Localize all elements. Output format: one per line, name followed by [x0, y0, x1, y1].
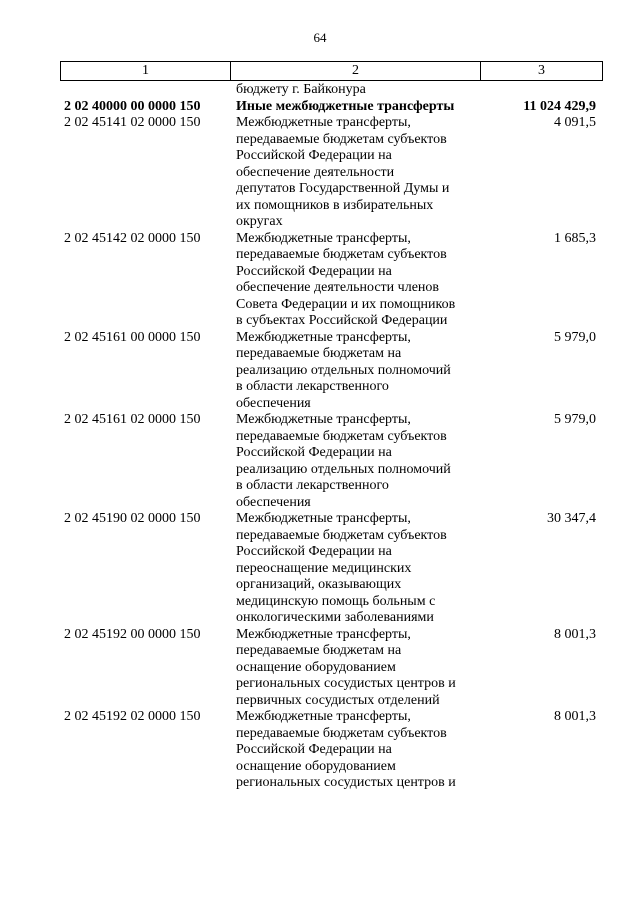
revenue-name-line: в области лекарственного [236, 478, 389, 493]
revenue-name-line: Иные межбюджетные трансферты [236, 98, 455, 114]
revenue-name-cell [236, 511, 476, 627]
revenue-name-line: онкологическими заболеваниями [236, 610, 434, 625]
budget-code-cell: 2 02 45192 00 0000 150 [64, 626, 201, 642]
table-row [60, 99, 603, 116]
revenue-name-line: Российской Федерации на [236, 445, 392, 460]
revenue-name-line: передаваемые бюджетам субъектов [236, 428, 447, 444]
table-row [60, 627, 603, 710]
amount-cell: 8 001,3 [554, 626, 596, 642]
header-col-3: 3 [538, 63, 545, 78]
table-row [60, 231, 603, 330]
revenue-name-line: передаваемые бюджетам субъектов [236, 527, 447, 543]
revenue-name-cell [236, 709, 476, 792]
revenue-name-line: Межбюджетные трансферты, [236, 115, 411, 130]
revenue-name-cell [236, 627, 476, 710]
amount-cell: 1 685,3 [554, 230, 596, 246]
amount-cell: 5 979,0 [554, 329, 596, 345]
revenue-name-line: оснащение оборудованием [236, 659, 396, 675]
revenue-name-line: Межбюджетные трансферты, [236, 709, 411, 724]
revenue-name-line: Межбюджетные трансферты, [236, 230, 411, 246]
revenue-name-line: обеспечение деятельности членов [236, 280, 440, 295]
revenue-name-line: передаваемые бюджетам на [236, 643, 402, 658]
budget-code-cell: 2 02 40000 00 0000 150 [64, 98, 201, 114]
revenue-name-line: в субъектах Российской Федерации [236, 313, 448, 328]
revenue-name-cell [236, 330, 476, 413]
revenue-name-line: региональных сосудистых центров и [236, 775, 456, 790]
budget-code-cell: 2 02 45190 02 0000 150 [64, 511, 201, 526]
table-body [60, 82, 603, 792]
revenue-name-line: передаваемые бюджетам на [236, 346, 402, 361]
table-row [60, 709, 603, 792]
revenue-name-line: округах [236, 214, 283, 229]
revenue-name-line: обеспечение деятельности [236, 164, 395, 180]
budget-code-cell: 2 02 45192 02 0000 150 [64, 709, 201, 724]
table-row [60, 330, 603, 413]
revenue-name-line: бюджету г. Байконура [236, 82, 366, 97]
revenue-name-cell [236, 99, 476, 116]
revenue-name-line: обеспечения [236, 494, 311, 510]
budget-code-cell: 2 02 45161 00 0000 150 [64, 329, 201, 345]
revenue-name-line: Межбюджетные трансферты, [236, 626, 411, 642]
table-row [60, 412, 603, 511]
header-col-2: 2 [231, 62, 481, 80]
revenue-name-cell [236, 231, 476, 330]
amount-cell: 8 001,3 [554, 709, 596, 724]
revenue-name-cell [236, 412, 476, 511]
revenue-name-line: Российской Федерации на [236, 148, 392, 163]
revenue-name-line: их помощников в избирательных [236, 197, 434, 213]
revenue-name-line: Совета Федерации и их помощников [236, 296, 456, 312]
revenue-name-line: передаваемые бюджетам субъектов [236, 131, 447, 147]
table-row [60, 115, 603, 231]
revenue-name-line: реализацию отдельных полномочий [236, 461, 451, 477]
table-header [60, 61, 603, 81]
revenue-name-line: региональных сосудистых центров и [236, 676, 456, 691]
amount-cell: 4 091,5 [554, 115, 596, 130]
revenue-name-line: передаваемые бюджетам субъектов [236, 725, 447, 741]
header-col-1: 1 [61, 62, 231, 80]
revenue-name-line: обеспечения [236, 395, 311, 411]
revenue-name-cell [236, 115, 476, 231]
revenue-name-line: переоснащение медицинских [236, 560, 412, 576]
revenue-name-line: Межбюджетные трансферты, [236, 511, 411, 526]
revenue-name-line: Межбюджетные трансферты, [236, 329, 411, 345]
revenue-name-line: первичных сосудистых отделений [236, 692, 440, 708]
amount-cell: 5 979,0 [554, 412, 596, 427]
budget-code-cell: 2 02 45161 02 0000 150 [64, 412, 201, 427]
page-number: 64 [313, 30, 327, 45]
table-row [60, 82, 603, 99]
table-row [60, 511, 603, 627]
amount-cell: 30 347,4 [547, 511, 596, 526]
revenue-name-line: оснащение оборудованием [236, 758, 396, 774]
revenue-name-line: передаваемые бюджетам субъектов [236, 247, 447, 262]
amount-cell: 11 024 429,9 [523, 98, 596, 114]
revenue-name-line: Российской Федерации на [236, 544, 392, 559]
revenue-name-line: в области лекарственного [236, 379, 389, 394]
revenue-name-line: депутатов Государственной Думы и [236, 181, 450, 196]
revenue-name-line: организаций, оказывающих [236, 577, 402, 592]
revenue-name-line: Межбюджетные трансферты, [236, 412, 411, 427]
revenue-name-line: медицинскую помощь больным с [236, 593, 436, 609]
budget-code-cell: 2 02 45141 02 0000 150 [64, 115, 201, 130]
revenue-name-line: Российской Федерации на [236, 742, 392, 757]
revenue-name-line: Российской Федерации на [236, 263, 392, 279]
budget-code-cell: 2 02 45142 02 0000 150 [64, 230, 201, 246]
revenue-name-cell [236, 82, 476, 99]
revenue-name-line: реализацию отдельных полномочий [236, 362, 451, 378]
